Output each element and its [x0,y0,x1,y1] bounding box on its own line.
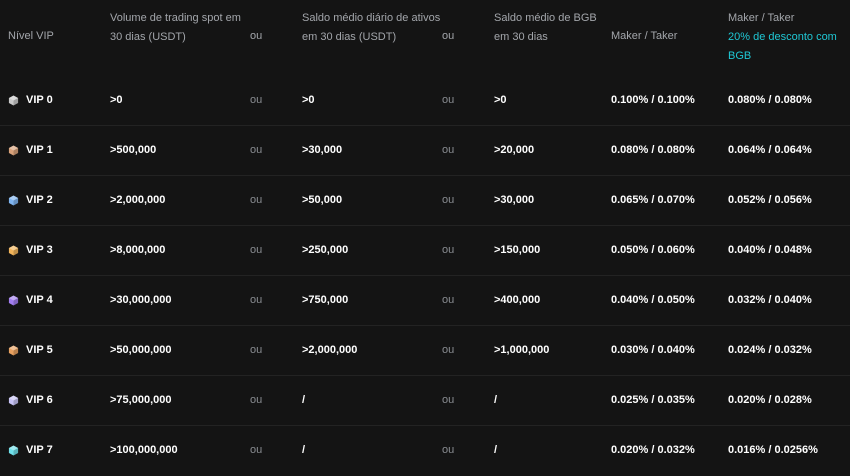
maker-taker-discount-fee: 0.040% / 0.048% [728,244,812,256]
asset-balance-value: / [302,444,306,456]
header-bgb-balance: Saldo médio de BGB em 30 dias [494,12,597,43]
vip-badge-icon [8,95,19,106]
maker-taker-discount-fee: 0.016% / 0.0256% [728,444,818,456]
header-maker-taker-discount-title: Maker / Taker [728,12,795,24]
header-or-2: ou [442,30,455,42]
asset-balance-value: >30,000 [302,144,343,156]
spot-volume-value: >30,000,000 [110,294,172,306]
header-maker-taker-discount [728,9,846,66]
vip-level-cell [8,326,53,375]
spot-volume-value: >0 [110,94,123,106]
or-separator: ou [442,444,455,456]
or-separator: ou [250,444,263,456]
or-separator: ou [250,344,263,356]
spot-volume-value: >100,000,000 [110,444,178,456]
or-separator: ou [442,244,455,256]
or-separator: ou [250,194,263,206]
table-row [0,326,850,376]
table-body [0,76,850,476]
vip-badge-icon [8,195,19,206]
table-row [0,76,850,126]
vip-badge-icon [8,395,19,406]
vip-level-label: VIP 6 [26,394,53,406]
table-row [0,376,850,426]
or-separator: ou [250,244,263,256]
header-maker-taker: Maker / Taker [611,30,678,42]
vip-level-label: VIP 1 [26,144,53,156]
vip-level-label: VIP 3 [26,244,53,256]
table-row [0,226,850,276]
bgb-balance-value: / [494,394,498,406]
header-vip-level: Nível VIP [8,30,54,42]
or-separator: ou [442,394,455,406]
header-or-1: ou [250,30,263,42]
maker-taker-fee: 0.025% / 0.035% [611,394,695,406]
maker-taker-fee: 0.050% / 0.060% [611,244,695,256]
maker-taker-discount-fee: 0.032% / 0.040% [728,294,812,306]
table-row [0,276,850,326]
maker-taker-discount-fee: 0.024% / 0.032% [728,344,812,356]
vip-level-label: VIP 7 [26,444,53,456]
asset-balance-value: / [302,394,306,406]
vip-badge-icon [8,245,19,256]
maker-taker-fee: 0.065% / 0.070% [611,194,695,206]
table-row [0,426,850,476]
bgb-balance-value: >20,000 [494,144,535,156]
maker-taker-fee: 0.030% / 0.040% [611,344,695,356]
or-separator: ou [442,194,455,206]
maker-taker-discount-fee: 0.020% / 0.028% [728,394,812,406]
maker-taker-discount-fee: 0.080% / 0.080% [728,94,812,106]
vip-level-label: VIP 4 [26,294,53,306]
or-separator: ou [250,94,263,106]
vip-level-cell [8,76,53,125]
table-row [0,176,850,226]
vip-level-cell [8,226,53,275]
header-bgb-discount-note: 20% de desconto com BGB [728,31,837,62]
maker-taker-fee: 0.100% / 0.100% [611,94,695,106]
maker-taker-fee: 0.040% / 0.050% [611,294,695,306]
header-spot-volume: Volume de trading spot em 30 dias (USDT) [110,12,241,43]
vip-level-cell [8,176,53,225]
vip-badge-icon [8,345,19,356]
or-separator: ou [442,144,455,156]
vip-badge-icon [8,445,19,456]
bgb-balance-value: >0 [494,94,507,106]
vip-level-cell [8,426,53,475]
or-separator: ou [442,344,455,356]
vip-level-cell [8,126,53,175]
spot-volume-value: >8,000,000 [110,244,166,256]
header-asset-balance: Saldo médio diário de ativos em 30 dias (USDT) [302,12,441,43]
or-separator: ou [250,294,263,306]
asset-balance-value: >2,000,000 [302,344,358,356]
table-row [0,126,850,176]
spot-volume-value: >500,000 [110,144,157,156]
spot-volume-value: >2,000,000 [110,194,166,206]
vip-badge-icon [8,145,19,156]
vip-level-cell [8,276,53,325]
asset-balance-value: >0 [302,94,315,106]
bgb-balance-value: >400,000 [494,294,541,306]
vip-level-label: VIP 5 [26,344,53,356]
asset-balance-value: >750,000 [302,294,349,306]
bgb-balance-value: >150,000 [494,244,541,256]
maker-taker-discount-fee: 0.064% / 0.064% [728,144,812,156]
asset-balance-value: >50,000 [302,194,343,206]
vip-level-cell [8,376,53,425]
bgb-balance-value: >1,000,000 [494,344,550,356]
spot-volume-value: >50,000,000 [110,344,172,356]
vip-level-label: VIP 2 [26,194,53,206]
maker-taker-fee: 0.080% / 0.080% [611,144,695,156]
vip-level-label: VIP 0 [26,94,53,106]
spot-volume-value: >75,000,000 [110,394,172,406]
maker-taker-fee: 0.020% / 0.032% [611,444,695,456]
maker-taker-discount-fee: 0.052% / 0.056% [728,194,812,206]
bgb-balance-value: >30,000 [494,194,535,206]
or-separator: ou [442,294,455,306]
or-separator: ou [250,144,263,156]
vip-badge-icon [8,295,19,306]
table-header [0,0,850,76]
asset-balance-value: >250,000 [302,244,349,256]
or-separator: ou [250,394,263,406]
or-separator: ou [442,94,455,106]
bgb-balance-value: / [494,444,498,456]
